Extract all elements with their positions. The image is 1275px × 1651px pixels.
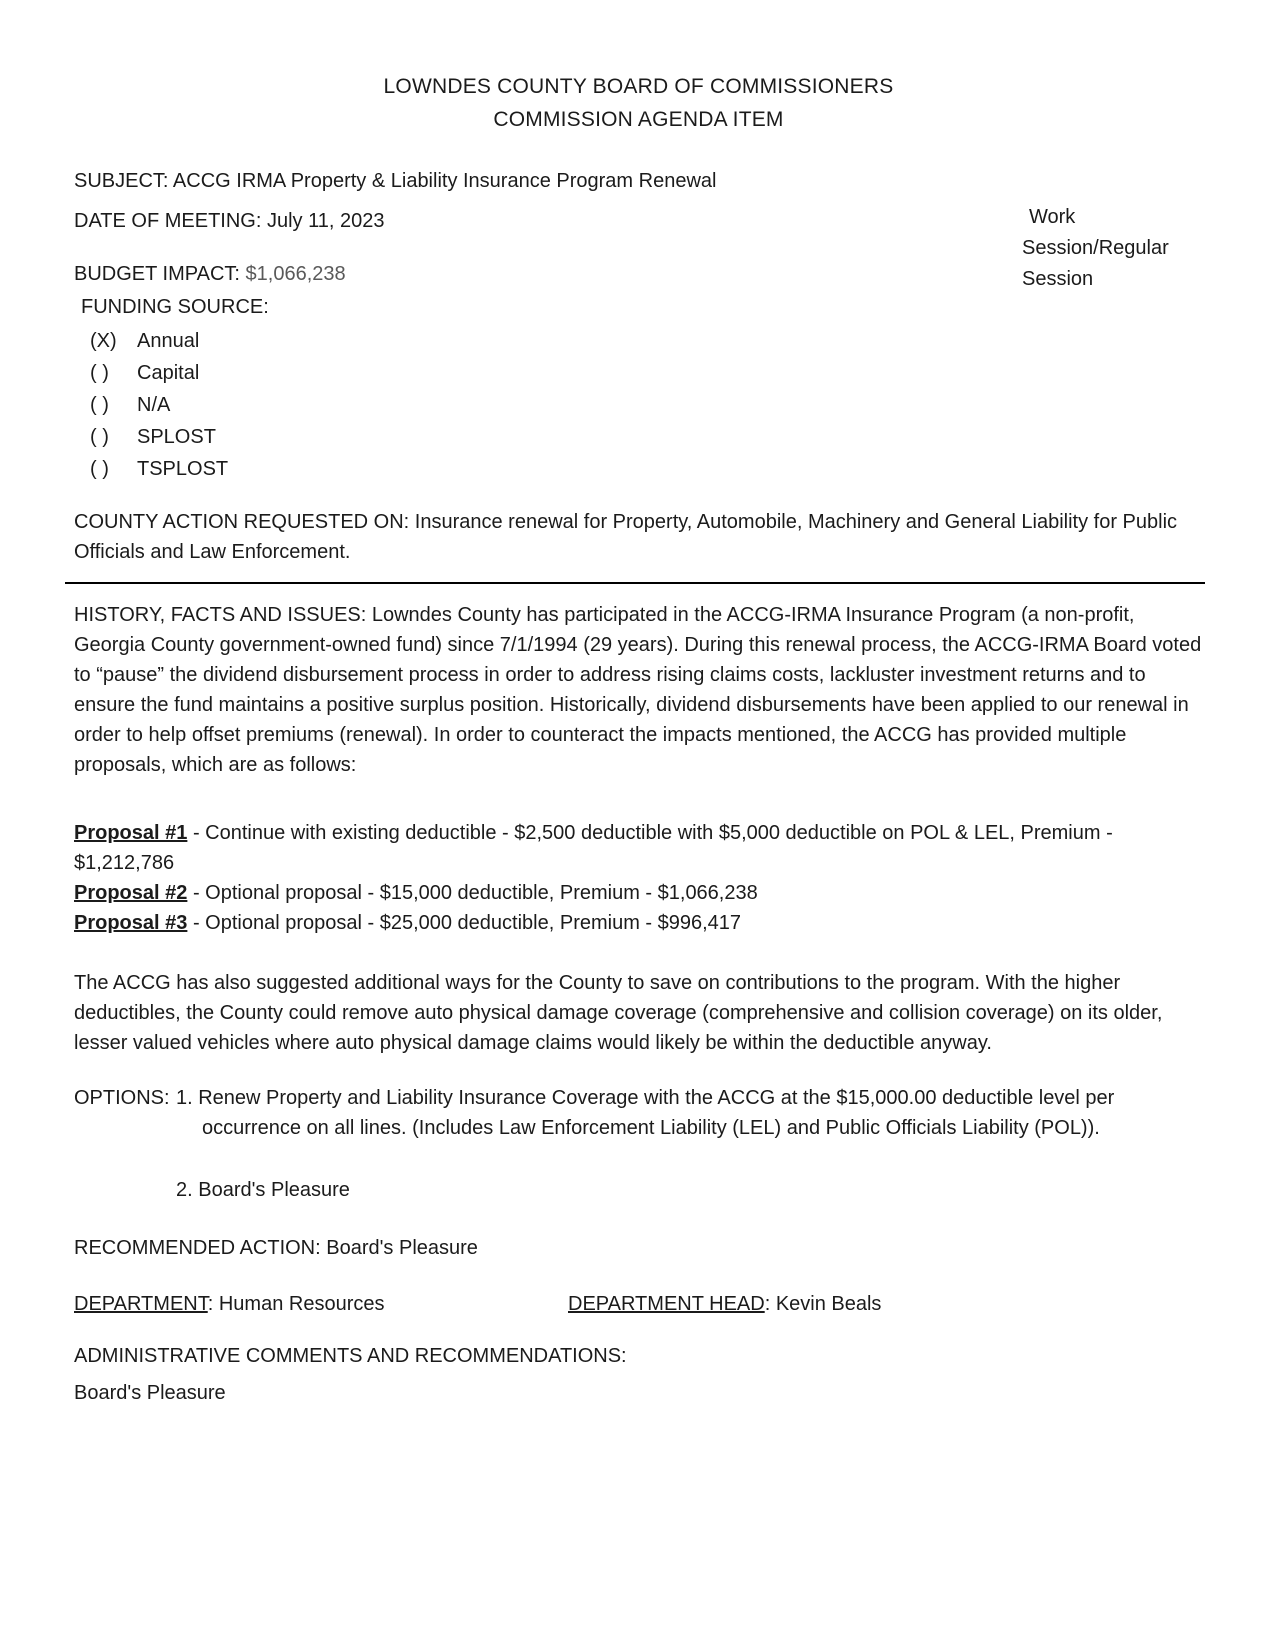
department-row: [74, 1289, 1203, 1319]
funding-option-tsplost: [74, 453, 1203, 485]
meeting-date-line: DATE OF MEETING: July 11, 2023: [74, 210, 385, 232]
checkbox-mark: ( ): [90, 426, 109, 448]
budget-impact-value: $1,066,238: [245, 263, 346, 285]
budget-impact-label: BUDGET IMPACT:: [74, 263, 246, 285]
doc-title-line1: LOWNDES COUNTY BOARD OF COMMISSIONERS: [383, 75, 894, 98]
history-facts-paragraph: HISTORY, FACTS AND ISSUES: Lowndes County has participated in the ACCG-IRMA Insurance Program (a non-profit, Georgia County government-owned fund) since 7/1/1994 (29 years). During this renewal process, the ACCG-IRMA Board voted to “pause” the dividend disbursement process in order to address rising claims costs, lackluster investment returns and to ensure the fund maintains a positive surplus position. Historically, dividend disbursements have been applied to our renewal in order to help offset premiums (renewal). In order to counteract the impacts mentioned, the ACCG has provided multiple proposals, which are as follows:: [74, 604, 1202, 776]
proposal-1-line: [74, 818, 1203, 878]
department-line: [74, 1289, 568, 1319]
doc-title-line2: COMMISSION AGENDA ITEM: [493, 108, 784, 131]
proposal-2-name: Proposal #2: [74, 882, 188, 904]
proposals-block: [74, 818, 1203, 938]
checkbox-mark: ( ): [90, 458, 109, 480]
department-label: DEPARTMENT: [74, 1293, 208, 1315]
funding-option-label: SPLOST: [137, 426, 216, 448]
options-section: [74, 1083, 1203, 1205]
options-label: OPTIONS:: [74, 1087, 170, 1109]
proposal-2-line: [74, 878, 1203, 908]
proposal-2-text: - Optional proposal - $15,000 deductible, Premium - $1,066,238: [187, 882, 758, 904]
department-head-line: [568, 1289, 881, 1319]
option-item-2: 2. Board's Pleasure: [176, 1179, 350, 1201]
funding-source-heading: FUNDING SOURCE:: [81, 296, 269, 318]
funding-option-label: Capital: [137, 362, 200, 384]
horizontal-rule: [65, 582, 1205, 584]
session-note: [1022, 202, 1197, 295]
session-note-line: Session/Regular: [1022, 237, 1169, 259]
subject-line: SUBJECT: ACCG IRMA Property & Liability Insurance Program Renewal: [74, 170, 717, 192]
session-note-line: Session: [1022, 268, 1094, 290]
county-action-paragraph: COUNTY ACTION REQUESTED ON: Insurance renewal for Property, Automobile, Machinery and General Liability for Public Officials and Law Enforcement.: [74, 511, 1178, 563]
funding-option-na: [74, 389, 1203, 421]
proposal-3-text: - Optional proposal - $25,000 deductible, Premium - $996,417: [187, 912, 742, 934]
proposal-3-name: Proposal #3: [74, 912, 188, 934]
checkbox-mark: (X): [90, 330, 117, 352]
funding-option-annual: [74, 325, 1203, 357]
options-list: [176, 1083, 1203, 1205]
checkbox-mark: ( ): [90, 362, 109, 384]
funding-option-label: N/A: [137, 394, 171, 416]
funding-option-capital: [74, 357, 1203, 389]
checkbox-mark: ( ): [90, 394, 109, 416]
session-note-line: Work: [1029, 206, 1076, 228]
funding-option-label: TSPLOST: [137, 458, 229, 480]
admin-comments-value: Board's Pleasure: [74, 1382, 226, 1404]
funding-source-list: [74, 325, 1203, 485]
department-head-label: DEPARTMENT HEAD: [568, 1293, 765, 1315]
department-head-value: : Kevin Beals: [764, 1293, 882, 1315]
recommended-action-line: RECOMMENDED ACTION: Board's Pleasure: [74, 1237, 478, 1259]
option-item-1: 1. Renew Property and Liability Insurance Coverage with the ACCG at the $15,000.00 deductible level per occurrence on all lines. (Includes Law Enforcement Liability (LEL) and Public Officials Liability (POL)).: [176, 1087, 1115, 1139]
funding-option-splost: [74, 421, 1203, 453]
proposal-3-line: [74, 908, 1203, 938]
funding-option-label: Annual: [137, 330, 200, 352]
savings-suggestion-paragraph: The ACCG has also suggested additional ways for the County to save on contributions to the program. With the higher deductibles, the County could remove auto physical damage coverage (comprehensive and collision coverage) on its older, lesser valued vehicles where auto physical damage claims would likely be within the deductible anyway.: [74, 972, 1163, 1054]
proposal-1-text: - Continue with existing deductible - $2,500 deductible with $5,000 deductible on POL & LEL, Premium - $1,212,786: [74, 822, 1113, 874]
proposal-1-name: Proposal #1: [74, 822, 188, 844]
admin-comments-heading: ADMINISTRATIVE COMMENTS AND RECOMMENDATIONS:: [74, 1345, 627, 1367]
department-value: : Human Resources: [207, 1293, 385, 1315]
